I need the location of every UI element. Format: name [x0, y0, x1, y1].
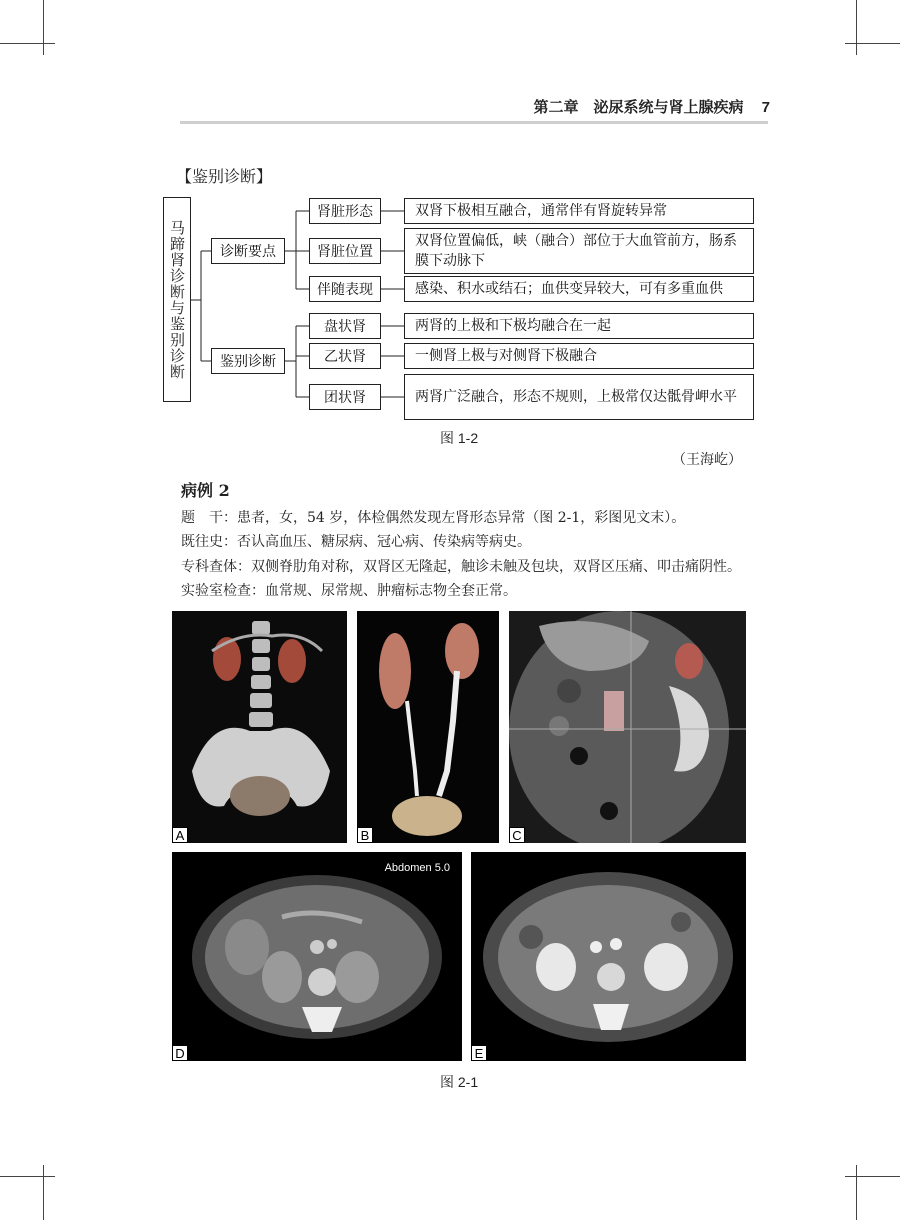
chapter-title: 第二章 泌尿系统与肾上腺疾病: [533, 99, 744, 116]
item-associated-findings: 伴随表现: [309, 276, 381, 302]
desc-sigmoid-kidney: 一侧肾上极与对侧肾下极融合: [404, 343, 754, 369]
case-line-lab: 实验室检查：血常规、尿常规、肿瘤标志物全套正常。: [181, 583, 517, 599]
desc-lump-kidney: 两肾广泛融合，形态不规则，上极常仅达骶骨岬水平: [404, 374, 754, 420]
item-sigmoid-kidney: 乙状肾: [309, 343, 381, 369]
item-disc-kidney: 盘状肾: [309, 313, 381, 339]
item-kidney-shape: 肾脏形态: [309, 198, 381, 224]
branch-diagnosis-points: 诊断要点: [211, 238, 285, 264]
branch-differential: 鉴别诊断: [211, 348, 285, 374]
desc-disc-kidney: 两肾的上极和下极均融合在一起: [404, 313, 754, 339]
desc-associated-findings: 感染、积水或结石；血供变异较大，可有多重血供: [404, 276, 754, 302]
diagram-root: 马蹄肾诊断与鉴别诊断: [163, 197, 191, 402]
figure-panel-d: [172, 852, 462, 1061]
author: （王海屹）: [672, 452, 742, 468]
panel-label-b: B: [357, 827, 373, 843]
ct-axial-image-e: [471, 852, 746, 1061]
figure-panel-b: [357, 611, 499, 843]
figure-panel-a: [172, 611, 347, 843]
desc-kidney-position: 双肾位置偏低，峡（融合）部位于大血管前方，肠系膜下动脉下: [404, 228, 754, 274]
panel-label-d: D: [172, 1045, 188, 1061]
page-number: 7: [761, 99, 770, 116]
desc-kidney-shape: 双肾下极相互融合，通常伴有肾旋转异常: [404, 198, 754, 224]
ct-overlay-text: Abdomen 5.0: [384, 862, 450, 874]
item-lump-kidney: 团状肾: [309, 384, 381, 410]
figure-panel-c: [509, 611, 746, 843]
section-label: 【鉴别诊断】: [176, 167, 273, 186]
case-title: 病例 2: [181, 481, 230, 500]
case-line-exam: 专科查体：双侧脊肋角对称，双肾区无隆起，触诊未触及包块，双肾区压痛、叩击痛阴性。: [181, 559, 741, 575]
ct-urogram-image: [357, 611, 499, 843]
panel-label-e: E: [471, 1045, 487, 1061]
case-line-stem: 题 干：患者，女，54 岁，体检偶然发现左肾形态异常（图 2-1，彩图见文末）。: [181, 510, 686, 526]
figure-caption-2-1: 图 2-1: [440, 1074, 479, 1090]
ct-coronal-image: [509, 611, 746, 843]
item-kidney-position: 肾脏位置: [309, 238, 381, 264]
panel-label-a: A: [172, 827, 188, 843]
figure-panel-e: [471, 852, 746, 1061]
figure-caption-1-2: 图 1-2: [440, 430, 479, 446]
case-line-history: 既往史：否认高血压、糖尿病、冠心病、传染病等病史。: [181, 534, 531, 550]
panel-label-c: C: [509, 827, 525, 843]
ct-axial-image-d: [172, 852, 462, 1061]
ct-3d-skeleton-image: [172, 611, 347, 843]
